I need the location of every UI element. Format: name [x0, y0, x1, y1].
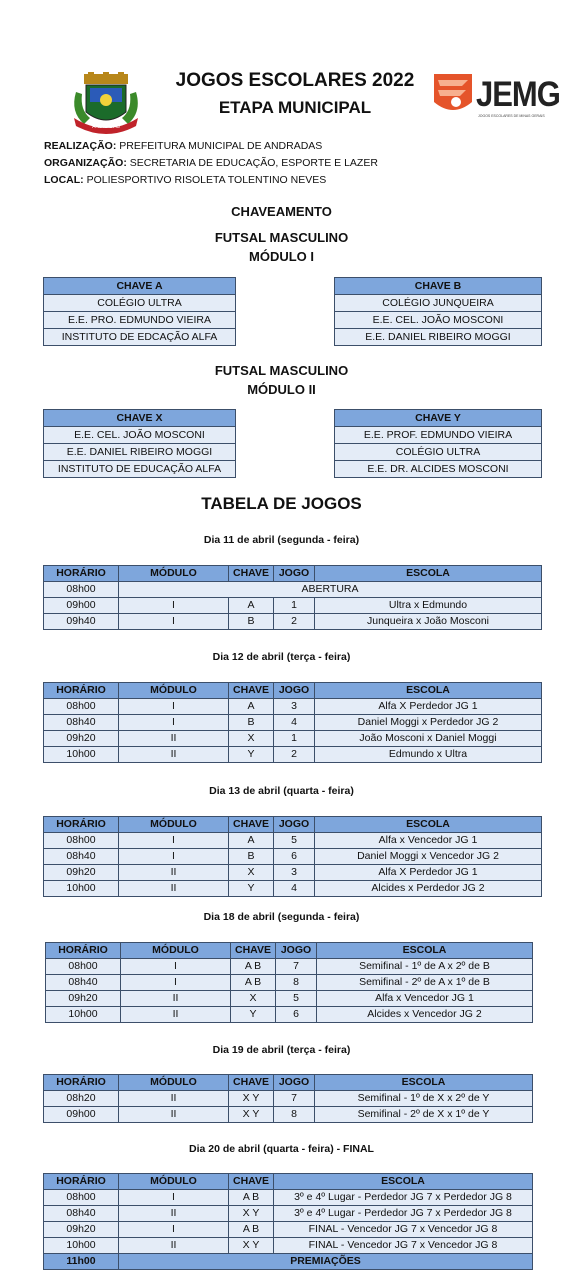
col-escola: ESCOLA	[317, 943, 533, 959]
schedule-table-day-3	[43, 816, 542, 897]
table-row	[44, 865, 542, 881]
cell-horario: 08h00	[44, 699, 119, 715]
cell-chave: A B	[231, 959, 276, 975]
cell-chave: X	[231, 991, 276, 1007]
cell-modulo: II	[119, 1107, 229, 1123]
cell-chave: A B	[229, 1190, 274, 1206]
jemg-wordmark: JEMG	[476, 74, 560, 115]
cell-escola: Alfa x Vencedor JG 1	[315, 833, 542, 849]
logo-banner-text: ANDRADAS	[92, 124, 120, 130]
cell-chave: B	[229, 849, 274, 865]
page-subtitle: ETAPA MUNICIPAL	[218, 98, 372, 117]
cell-modulo: I	[121, 959, 231, 975]
day-title: Dia 11 de abril (segunda - feira)	[203, 534, 360, 546]
cell-horario: 09h00	[44, 1107, 119, 1123]
cell-jogo: 5	[274, 833, 315, 849]
chave-y-team: E.E. DR. ALCIDES MOSCONI	[335, 461, 542, 478]
cell-escola: Junqueira x João Mosconi	[315, 614, 542, 630]
cell-horario: 10h00	[44, 1238, 119, 1254]
local-label: LOCAL:	[44, 174, 84, 186]
table-row	[44, 1238, 533, 1254]
chave-y-team: COLÉGIO ULTRA	[335, 444, 542, 461]
jemg-tagline: JOGOS ESCOLARES DE MINAS GERAIS	[478, 114, 545, 118]
table-row	[46, 975, 533, 991]
chave-x-team: E.E. CEL. JOÃO MOSCONI	[44, 427, 236, 444]
col-modulo: MÓDULO	[119, 1075, 229, 1091]
cell-chave: X Y	[229, 1238, 274, 1254]
col-horario: HORÁRIO	[44, 683, 119, 699]
cell-escola: Alfa X Perdedor JG 1	[315, 699, 542, 715]
table-row	[46, 959, 533, 975]
table-row	[44, 614, 542, 630]
cell-modulo: II	[119, 731, 229, 747]
municipal-coat-of-arms-logo	[66, 72, 146, 134]
day-title: Dia 18 de abril (segunda - feira)	[203, 911, 360, 923]
table-row	[44, 1190, 533, 1206]
table-row	[44, 715, 542, 731]
cell-horario: 10h00	[46, 1007, 121, 1023]
modulo1-sport-title: FUTSAL MASCULINO	[214, 230, 349, 245]
cell-horario: 09h20	[44, 731, 119, 747]
cell-chave: A	[229, 833, 274, 849]
chave-b-team: COLÉGIO JUNQUEIRA	[335, 295, 542, 312]
cell-escola: 3º e 4º Lugar - Perdedor JG 7 x Perdedor JG 8	[274, 1206, 533, 1222]
cell-modulo: I	[119, 849, 229, 865]
schedule-table-day-5	[43, 1074, 533, 1123]
cell-escola: 3º e 4º Lugar - Perdedor JG 7 x Perdedor JG 8	[274, 1190, 533, 1206]
cell-escola: Semifinal - 1º de X x 2º de Y	[315, 1091, 533, 1107]
cell-jogo: 4	[274, 881, 315, 897]
organizacao-label: ORGANIZAÇÃO:	[44, 157, 127, 169]
table-row	[44, 1091, 533, 1107]
chave-x-table	[43, 409, 236, 478]
cell-jogo: 2	[274, 614, 315, 630]
chave-a-team: E.E. PRO. EDMUNDO VIEIRA	[44, 312, 236, 329]
page-title: JOGOS ESCOLARES 2022	[175, 70, 415, 91]
cell-horario: 08h00	[44, 582, 119, 598]
cell-jogo: 1	[274, 731, 315, 747]
cell-escola: Semifinal - 2º de X x 1º de Y	[315, 1107, 533, 1123]
cell-escola: Alfa X Perdedor JG 1	[315, 865, 542, 881]
chave-x-team: INSTITUTO DE EDUCAÇÃO ALFA	[44, 461, 236, 478]
cell-chave: Y	[229, 881, 274, 897]
cell-modulo: I	[119, 598, 229, 614]
cell-chave: X Y	[229, 1091, 274, 1107]
cell-horario: 09h20	[44, 865, 119, 881]
cell-escola: FINAL - Vencedor JG 7 x Vencedor JG 8	[274, 1238, 533, 1254]
realizacao-label: REALIZAÇÃO:	[44, 140, 117, 152]
cell-horario: 08h00	[44, 833, 119, 849]
cell-horario: 09h20	[44, 1222, 119, 1238]
chave-a-table	[43, 277, 236, 346]
cell-modulo: II	[119, 881, 229, 897]
cell-jogo: 7	[274, 1091, 315, 1107]
cell-jogo: 2	[274, 747, 315, 763]
organizacao-line	[44, 157, 378, 169]
cell-jogo: 7	[276, 959, 317, 975]
chave-y-team: E.E. PROF. EDMUNDO VIEIRA	[335, 427, 542, 444]
col-escola: ESCOLA	[315, 817, 542, 833]
col-jogo: JOGO	[274, 683, 315, 699]
cell-jogo: 6	[274, 849, 315, 865]
cell-jogo: 3	[274, 865, 315, 881]
cell-horario: 08h40	[44, 1206, 119, 1222]
cell-chave: X	[229, 731, 274, 747]
table-row	[44, 747, 542, 763]
cell-jogo: 1	[274, 598, 315, 614]
col-modulo: MÓDULO	[119, 1174, 229, 1190]
cell-modulo: I	[121, 975, 231, 991]
cell-escola: Semifinal - 2º de A x 1º de B	[317, 975, 533, 991]
realizacao-line	[44, 140, 322, 152]
col-horario: HORÁRIO	[44, 1075, 119, 1091]
cell-escola: Alfa x Vencedor JG 1	[317, 991, 533, 1007]
cell-escola: João Mosconi x Daniel Moggi	[315, 731, 542, 747]
chave-a-team: INSTITUTO DE EDCAÇÃO ALFA	[44, 329, 236, 346]
cell-chave: A	[229, 598, 274, 614]
cell-modulo: I	[119, 715, 229, 731]
cell-escola: Alcides x Vencedor JG 2	[317, 1007, 533, 1023]
schedule-table-day-6	[43, 1173, 533, 1270]
chave-a-team: COLÉGIO ULTRA	[44, 295, 236, 312]
table-row	[44, 598, 542, 614]
table-row	[44, 731, 542, 747]
col-escola: ESCOLA	[315, 1075, 533, 1091]
cell-escola: Daniel Moggi x Perdedor JG 2	[315, 715, 542, 731]
cell-horario: 08h00	[44, 1190, 119, 1206]
table-row	[44, 1222, 533, 1238]
cell-modulo: II	[119, 865, 229, 881]
cell-modulo: I	[119, 699, 229, 715]
cell-chave: A B	[231, 975, 276, 991]
cell-modulo: II	[119, 1091, 229, 1107]
cell-modulo: I	[119, 1222, 229, 1238]
table-row	[44, 833, 542, 849]
chave-b-team: E.E. CEL. JOÃO MOSCONI	[335, 312, 542, 329]
day-title: Dia 19 de abril (terça - feira)	[212, 1044, 351, 1056]
col-chave: CHAVE	[229, 1075, 274, 1091]
chave-y-table	[334, 409, 542, 478]
cell-abertura: ABERTURA	[119, 582, 542, 598]
col-chave: CHAVE	[229, 566, 274, 582]
col-modulo: MÓDULO	[119, 683, 229, 699]
col-horario: HORÁRIO	[44, 1174, 119, 1190]
cell-horario: 10h00	[44, 747, 119, 763]
col-horario: HORÁRIO	[46, 943, 121, 959]
cell-horario: 09h40	[44, 614, 119, 630]
cell-modulo: II	[121, 991, 231, 1007]
cell-modulo: I	[119, 614, 229, 630]
cell-premiacoes: PREMIAÇÕES	[119, 1254, 533, 1270]
col-chave: CHAVE	[229, 683, 274, 699]
cell-horario: 10h00	[44, 881, 119, 897]
cell-chave: Y	[229, 747, 274, 763]
col-jogo: JOGO	[274, 817, 315, 833]
cell-chave: A	[229, 699, 274, 715]
cell-chave: Y	[231, 1007, 276, 1023]
table-row	[46, 991, 533, 1007]
chave-x-team: E.E. DANIEL RIBEIRO MOGGI	[44, 444, 236, 461]
schedule-table-day-2	[43, 682, 542, 763]
col-chave: CHAVE	[229, 1174, 274, 1190]
cell-horario: 08h40	[44, 715, 119, 731]
cell-horario: 08h40	[44, 849, 119, 865]
chave-y-header: CHAVE Y	[335, 410, 542, 427]
col-escola: ESCOLA	[274, 1174, 533, 1190]
modulo2-module-title: MÓDULO II	[247, 382, 316, 397]
col-escola: ESCOLA	[315, 683, 542, 699]
col-escola: ESCOLA	[315, 566, 542, 582]
modulo2-sport-title: FUTSAL MASCULINO	[214, 363, 349, 378]
col-horario: HORÁRIO	[44, 566, 119, 582]
cell-chave: X	[229, 865, 274, 881]
local-line	[44, 174, 326, 186]
cell-horario: 08h20	[44, 1091, 119, 1107]
cell-chave: X Y	[229, 1107, 274, 1123]
cell-escola: Edmundo x Ultra	[315, 747, 542, 763]
chave-b-table	[334, 277, 542, 346]
jemg-logo	[432, 72, 560, 122]
chave-b-header: CHAVE B	[335, 278, 542, 295]
col-jogo: JOGO	[274, 1075, 315, 1091]
cell-escola: Alcides x Perdedor JG 2	[315, 881, 542, 897]
col-jogo: JOGO	[274, 566, 315, 582]
table-row	[44, 1107, 533, 1123]
cell-horario: 09h20	[46, 991, 121, 1007]
cell-jogo: 6	[276, 1007, 317, 1023]
cell-jogo: 3	[274, 699, 315, 715]
cell-jogo: 4	[274, 715, 315, 731]
cell-horario: 11h00	[44, 1254, 119, 1270]
cell-chave: A B	[229, 1222, 274, 1238]
chaveamento-title: CHAVEAMENTO	[231, 204, 332, 219]
table-row	[44, 699, 542, 715]
schedule-table-day-1	[43, 565, 542, 630]
cell-escola: Ultra x Edmundo	[315, 598, 542, 614]
cell-modulo: II	[119, 1206, 229, 1222]
col-horario: HORÁRIO	[44, 817, 119, 833]
cell-escola: FINAL - Vencedor JG 7 x Vencedor JG 8	[274, 1222, 533, 1238]
table-row	[44, 1206, 533, 1222]
local-value: POLIESPORTIVO RISOLETA TOLENTINO NEVES	[83, 174, 327, 186]
realizacao-value: PREFEITURA MUNICIPAL DE ANDRADAS	[116, 140, 323, 152]
cell-modulo: II	[119, 747, 229, 763]
cell-modulo: I	[119, 833, 229, 849]
cell-modulo: I	[119, 1190, 229, 1206]
col-modulo: MÓDULO	[119, 817, 229, 833]
col-jogo: JOGO	[276, 943, 317, 959]
col-modulo: MÓDULO	[119, 566, 229, 582]
cell-escola: Semifinal - 1º de A x 2º de B	[317, 959, 533, 975]
table-row	[46, 1007, 533, 1023]
schedule-table-day-4	[45, 942, 533, 1023]
cell-escola: Daniel Moggi x Vencedor JG 2	[315, 849, 542, 865]
day-title: Dia 13 de abril (quarta - feira)	[209, 785, 354, 797]
col-modulo: MÓDULO	[121, 943, 231, 959]
col-chave: CHAVE	[231, 943, 276, 959]
modulo1-module-title: MÓDULO I	[249, 249, 314, 264]
table-row	[44, 849, 542, 865]
cell-chave: X Y	[229, 1206, 274, 1222]
cell-jogo: 8	[276, 975, 317, 991]
table-row	[44, 881, 542, 897]
cell-jogo: 5	[276, 991, 317, 1007]
chave-b-team: E.E. DANIEL RIBEIRO MOGGI	[335, 329, 542, 346]
tabela-de-jogos-title: TABELA DE JOGOS	[201, 494, 362, 513]
cell-horario: 09h00	[44, 598, 119, 614]
jemg-emblem-icon	[432, 72, 474, 118]
cell-horario: 08h40	[46, 975, 121, 991]
day-title: Dia 20 de abril (quarta - feira) - FINAL	[189, 1143, 374, 1155]
cell-chave: B	[229, 614, 274, 630]
chave-x-header: CHAVE X	[44, 410, 236, 427]
chave-a-header: CHAVE A	[44, 278, 236, 295]
cell-modulo: II	[119, 1238, 229, 1254]
col-chave: CHAVE	[229, 817, 274, 833]
cell-jogo: 8	[274, 1107, 315, 1123]
cell-chave: B	[229, 715, 274, 731]
cell-horario: 08h00	[46, 959, 121, 975]
organizacao-value: SECRETARIA DE EDUCAÇÃO, ESPORTE E LAZER	[126, 157, 378, 169]
day-title: Dia 12 de abril (terça - feira)	[212, 651, 351, 663]
cell-modulo: II	[121, 1007, 231, 1023]
